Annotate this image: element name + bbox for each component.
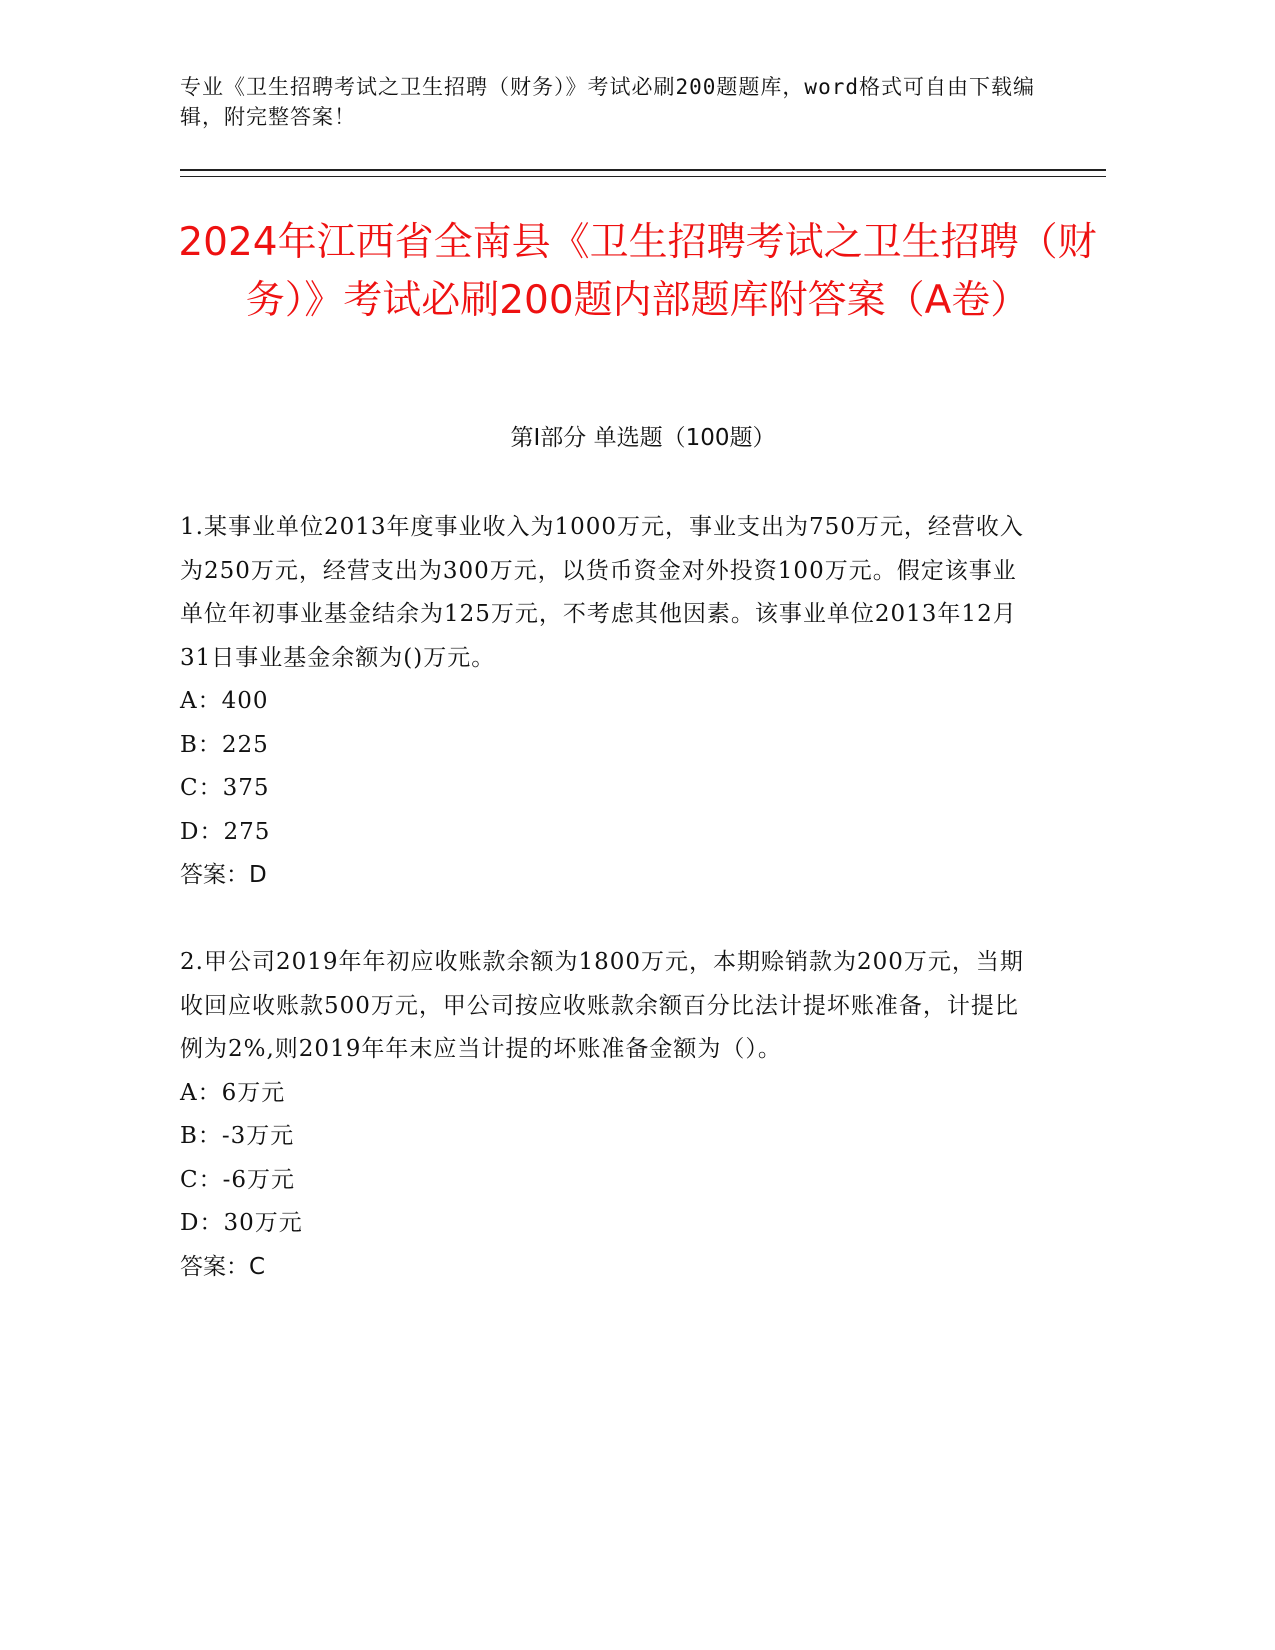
header-divider-thin bbox=[180, 176, 1106, 177]
option-a: A：6万元 bbox=[180, 1079, 286, 1106]
question-block bbox=[180, 941, 1040, 1289]
section-title: 第Ⅰ部分 单选题（100题） bbox=[510, 425, 776, 451]
option-b: B：-3万元 bbox=[180, 1123, 295, 1149]
option-c: C：-6万元 bbox=[180, 1166, 296, 1193]
question-stem: 1.某事业单位2013年度事业收入为1000万元，事业支出为750万元，经营收入为250万元，经营支出为300万元，以货币资金对外投资100万元。假定该事业单位年初事业基金结余为125万元，不考虑其他因素。该事业单位2013年12月31日事业基金余额为()万元。 bbox=[180, 514, 1024, 671]
question-block bbox=[180, 506, 1040, 898]
option-d: D：30万元 bbox=[180, 1210, 303, 1236]
document-title: 2024年江西省全南县《卫生招聘考试之卫生招聘（财务）》考试必刷200题内部题库附答案（A卷） bbox=[178, 220, 1097, 323]
option-c: C：375 bbox=[180, 775, 270, 801]
answer-line: 答案：D bbox=[180, 862, 267, 888]
header-divider-thick bbox=[180, 169, 1106, 171]
answer-line: 答案：C bbox=[180, 1253, 266, 1280]
question-stem: 2.甲公司2019年年初应收账款余额为1800万元，本期赊销款为200万元，当期收回应收账款500万元，甲公司按应收账款余额百分比法计提坏账准备，计提比例为2%,则2019年年末应当计提的坏账准备金额为（）。 bbox=[180, 949, 1024, 1062]
header-note: 专业《卫生招聘考试之卫生招聘（财务）》考试必刷200题题库，word格式可自由下载编辑，附完整答案！ bbox=[180, 75, 1035, 129]
option-b: B：225 bbox=[180, 731, 269, 758]
option-d: D：275 bbox=[180, 818, 271, 845]
option-a: A：400 bbox=[180, 688, 269, 714]
